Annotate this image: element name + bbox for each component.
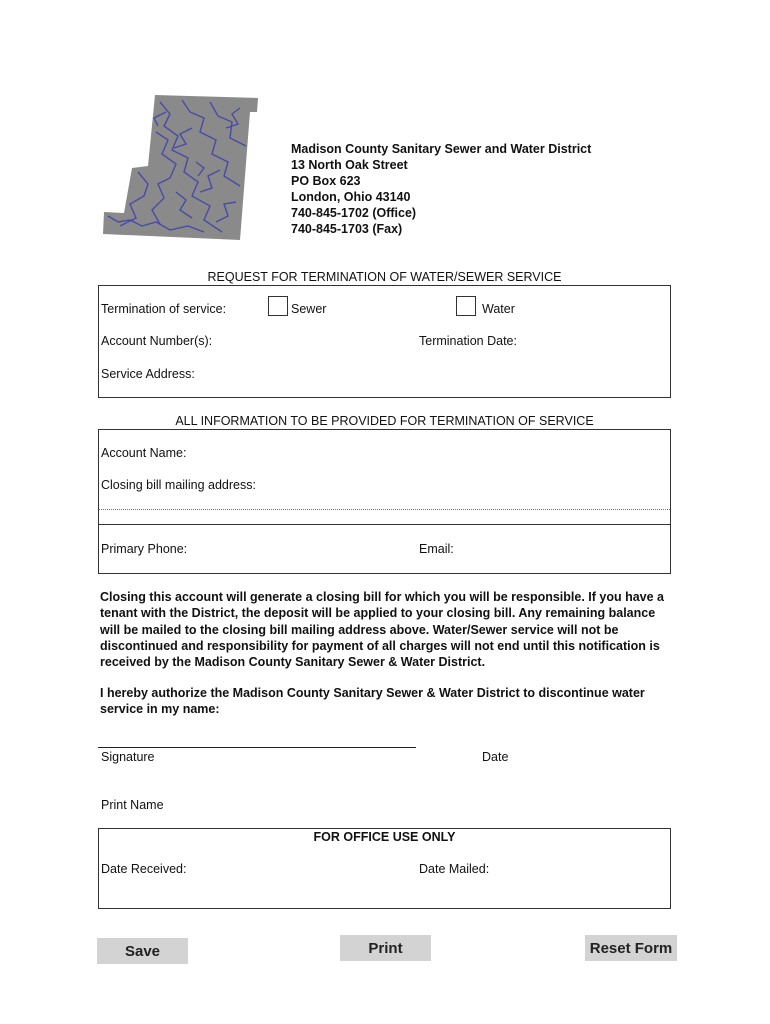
address-block <box>291 141 591 237</box>
city-state-zip: London, Ohio 43140 <box>291 190 411 204</box>
termination-info-title: ALL INFORMATION TO BE PROVIDED FOR TERMINATION OF SERVICE <box>175 414 594 428</box>
signature-line <box>98 747 416 748</box>
primary-phone-field[interactable] <box>190 536 410 556</box>
print-name-label: Print Name <box>101 798 164 812</box>
termination-date-field[interactable] <box>522 328 667 348</box>
email-label: Email: <box>419 542 454 556</box>
save-button[interactable]: Save <box>97 938 188 964</box>
water-checkbox[interactable] <box>456 296 476 316</box>
fax-number: 740-845-1703 (Fax) <box>291 222 403 236</box>
signature-field[interactable] <box>98 728 416 746</box>
account-name-label: Account Name: <box>101 446 187 460</box>
termination-of-service-label: Termination of service: <box>101 302 227 316</box>
date-mailed-field[interactable] <box>492 856 667 876</box>
org-name: Madison County Sanitary Sewer and Water District <box>291 142 592 156</box>
account-numbers-field[interactable] <box>215 328 410 348</box>
email-field[interactable] <box>458 536 667 556</box>
sewer-checkbox[interactable] <box>268 296 288 316</box>
water-label: Water <box>482 302 515 316</box>
account-name-field[interactable] <box>190 440 667 460</box>
street-address: 13 North Oak Street <box>291 158 408 172</box>
signature-label: Signature <box>101 750 155 764</box>
date-received-label: Date Received: <box>101 862 187 876</box>
closing-bill-address-line2-field[interactable] <box>100 511 667 524</box>
service-address-label: Service Address: <box>101 367 195 381</box>
date-mailed-label: Date Mailed: <box>419 862 490 876</box>
primary-phone-label: Primary Phone: <box>101 542 188 556</box>
account-numbers-label: Account Number(s): <box>101 334 213 348</box>
reset-form-button[interactable]: Reset Form <box>585 935 677 961</box>
sewer-label: Sewer <box>291 302 327 316</box>
closing-bill-address-label: Closing bill mailing address: <box>101 478 256 492</box>
closing-bill-address-field[interactable] <box>260 472 667 492</box>
print-button[interactable]: Print <box>340 935 431 961</box>
office-phone: 740-845-1702 (Office) <box>291 206 417 220</box>
date-label: Date <box>482 750 509 764</box>
print-name-field[interactable] <box>170 792 410 812</box>
address-line-divider <box>99 509 670 510</box>
authorization-statement: I hereby authorize the Madison County Sanitary Sewer & Water District to discontinue water service in my name: <box>100 686 645 717</box>
closing-bill-notice: Closing this account will generate a closing bill for which you will be responsible. If you have a tenant with the District, the deposit will be applied to your closing bill. Any remaining balance will be mailed to the closing bill mailing address above. Water/Sewer service will not be discontinued and responsibility for payment of all charges will not end until this notification is received by the Madison County Sanitary Sewer & Water District. <box>100 590 664 670</box>
termination-date-label: Termination Date: <box>419 334 517 348</box>
service-address-field[interactable] <box>200 361 667 381</box>
date-received-field[interactable] <box>190 856 410 876</box>
office-use-title: FOR OFFICE USE ONLY <box>313 830 456 844</box>
county-map-logo <box>100 92 262 242</box>
signature-date-field[interactable] <box>482 728 667 746</box>
po-box: PO Box 623 <box>291 174 361 188</box>
termination-request-title: REQUEST FOR TERMINATION OF WATER/SEWER SERVICE <box>207 270 562 284</box>
